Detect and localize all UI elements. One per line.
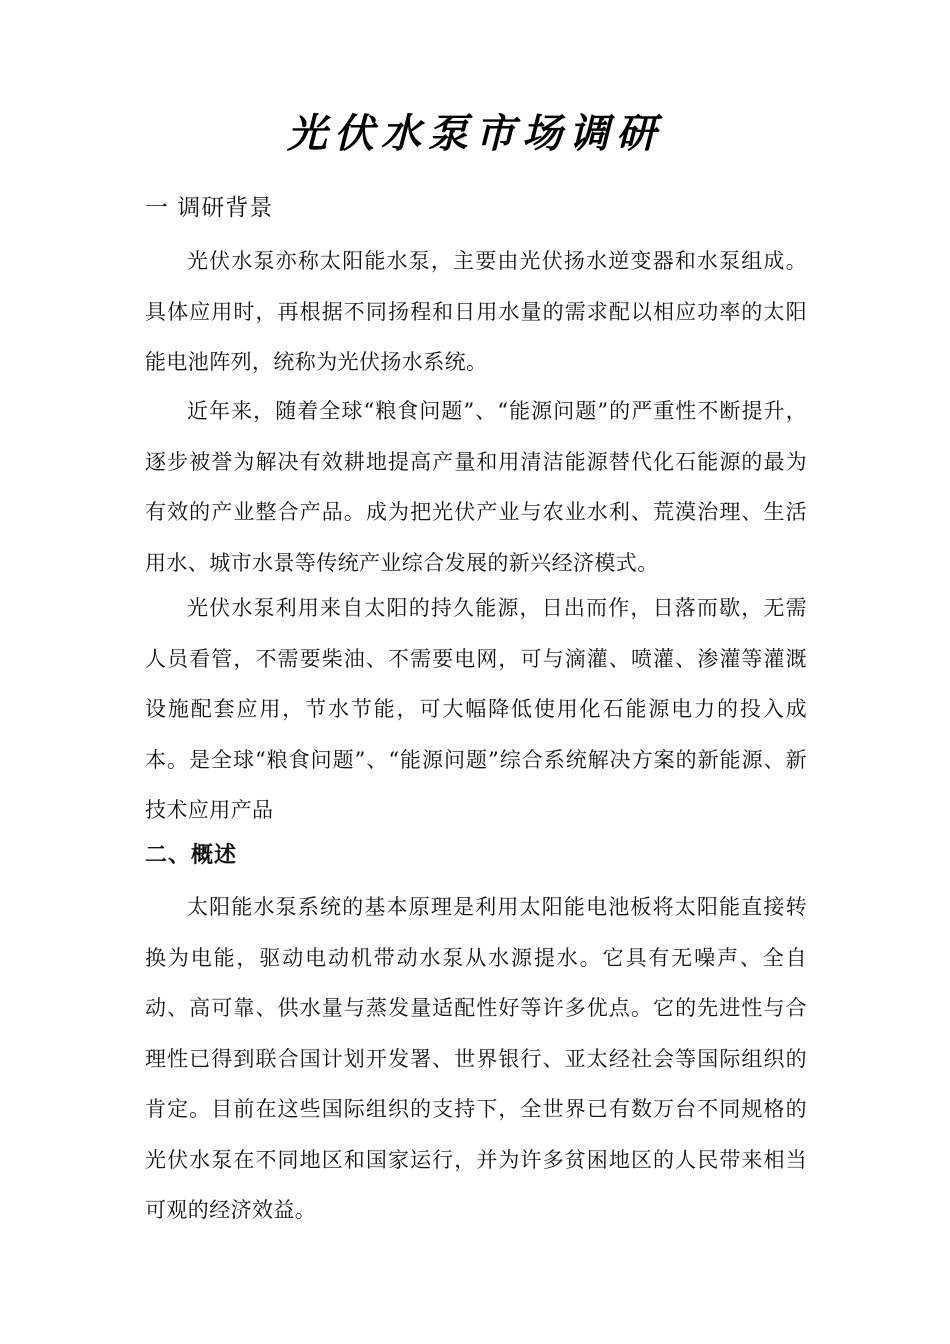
paragraph-pump-definition: 光伏水泵亦称太阳能水泵，主要由光伏扬水逆变器和水泵组成。具体应用时，再根据不同扬程和日用水量的需求配以相应功率的太阳能电池阵列，统称为光伏扬水系统。 [145,249,807,374]
document-title: 光伏水泵市场调研 [287,110,663,157]
paragraph-principle: 太阳能水泵系统的基本原理是利用太阳能电池板将太阳能直接转换为电能，驱动电动机带动水泵从水源提水。它具有无噪声、全自动、高可靠、供水量与蒸发量适配性好等许多优点。它的先进性与合理性已得到联合国计划开发署、世界银行、亚太经社会等国际组织的肯定。目前在这些国际组织的支持下，全世界已有数万台不同规格的光伏水泵在不同地区和国家运行，并为许多贫困地区的人民带来相当可观的经济效益。 [145,895,807,1222]
section-heading-background: 一 调研背景 [145,195,274,221]
paragraph-advantages: 光伏水泵利用来自太阳的持久能源，日出而作，日落而歇，无需人员看管，不需要柴油、不需要电网，可与滴灌、喷灌、渗灌等灌溉设施配套应用，节水节能，可大幅降低使用化石能源电力的投入成本。是全球“粮食问题”、“能源问题”综合系统解决方案的新能源、新技术应用产品 [145,596,807,822]
section-heading-overview: 二、概述 [145,843,238,868]
paragraph-industry-trend: 近年来，随着全球“粮食问题”、“能源问题”的严重性不断提升，逐步被誉为解决有效耕地提高产量和用清洁能源替代化石能源的最为有效的产业整合产品。成为把光伏产业与农业水利、荒漠治理、生活用水、城市水景等传统产业综合发展的新兴经济模式。 [145,399,807,575]
